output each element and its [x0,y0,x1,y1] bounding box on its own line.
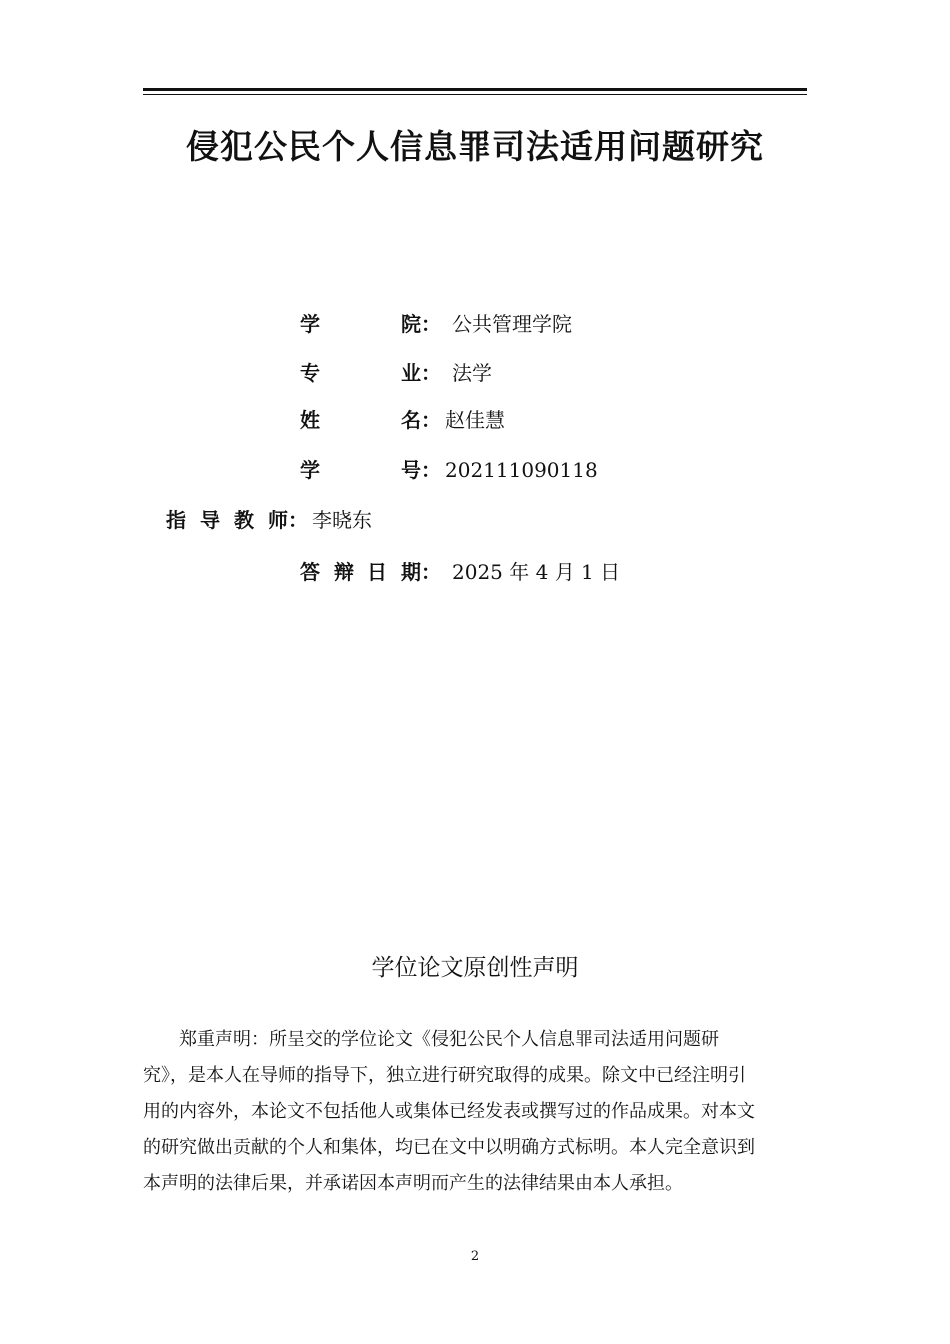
label-char: 号 [401,458,421,482]
label-char: 学 [300,312,320,336]
info-value-college: 公共管理学院 [452,312,572,336]
page-number: 2 [470,1249,480,1264]
info-row-advisor [0,504,950,536]
label-char: 师 [268,508,288,532]
label-char: 指 [166,508,186,532]
info-row-name [0,404,950,436]
declaration-line: 郑重声明：所呈交的学位论文《侵犯公民个人信息罪司法适用问题研 [179,1029,719,1050]
label-char: 学 [300,458,320,482]
info-colon: ： [288,508,308,532]
label-char: 姓 [300,408,320,432]
info-row-college [0,308,950,340]
declaration-line: 用的内容外，本论文不包括他人或集体已经发表或撰写过的作品成果。对本文 [143,1101,755,1122]
info-value-major: 法学 [452,361,492,385]
label-char: 教 [234,508,254,532]
header-rule-thick [143,88,807,91]
label-char: 答 [300,560,320,584]
thesis-title: 侵犯公民个人信息罪司法适用问题研究 [186,127,764,166]
declaration-line: 的研究做出贡献的个人和集体，均已在文中以明确方式标明。本人完全意识到 [143,1137,755,1158]
info-value-name: 赵佳慧 [445,408,505,432]
declaration-title: 学位论文原创性声明 [371,955,579,981]
label-char: 业 [401,361,421,385]
header-rule-thin [143,94,807,95]
declaration-line: 究》，是本人在导师的指导下，独立进行研究取得的成果。除文中已经注明引 [143,1065,746,1086]
declaration-body [143,1022,807,1202]
declaration-line: 本声明的法律后果，并承诺因本声明而产生的法律结果由本人承担。 [143,1173,683,1194]
label-char: 名 [401,408,421,432]
info-row-major [0,357,950,389]
info-colon: ： [421,312,441,336]
label-char: 日 [367,560,387,584]
label-char: 院 [401,312,421,336]
info-colon: ： [421,361,441,385]
info-value-student-id: 202111090118 [445,458,598,482]
label-char: 辩 [334,560,354,584]
info-colon: ： [421,408,441,432]
label-char: 专 [300,361,320,385]
label-char: 期 [401,560,421,584]
info-row-defense-date [0,556,950,588]
info-value-advisor: 李晓东 [312,508,372,532]
label-char: 导 [200,508,220,532]
info-row-student-id [0,454,950,486]
info-colon: ： [421,560,441,584]
info-value-defense-date: 2025 年 4 月 1 日 [452,560,621,584]
info-colon: ： [421,458,441,482]
